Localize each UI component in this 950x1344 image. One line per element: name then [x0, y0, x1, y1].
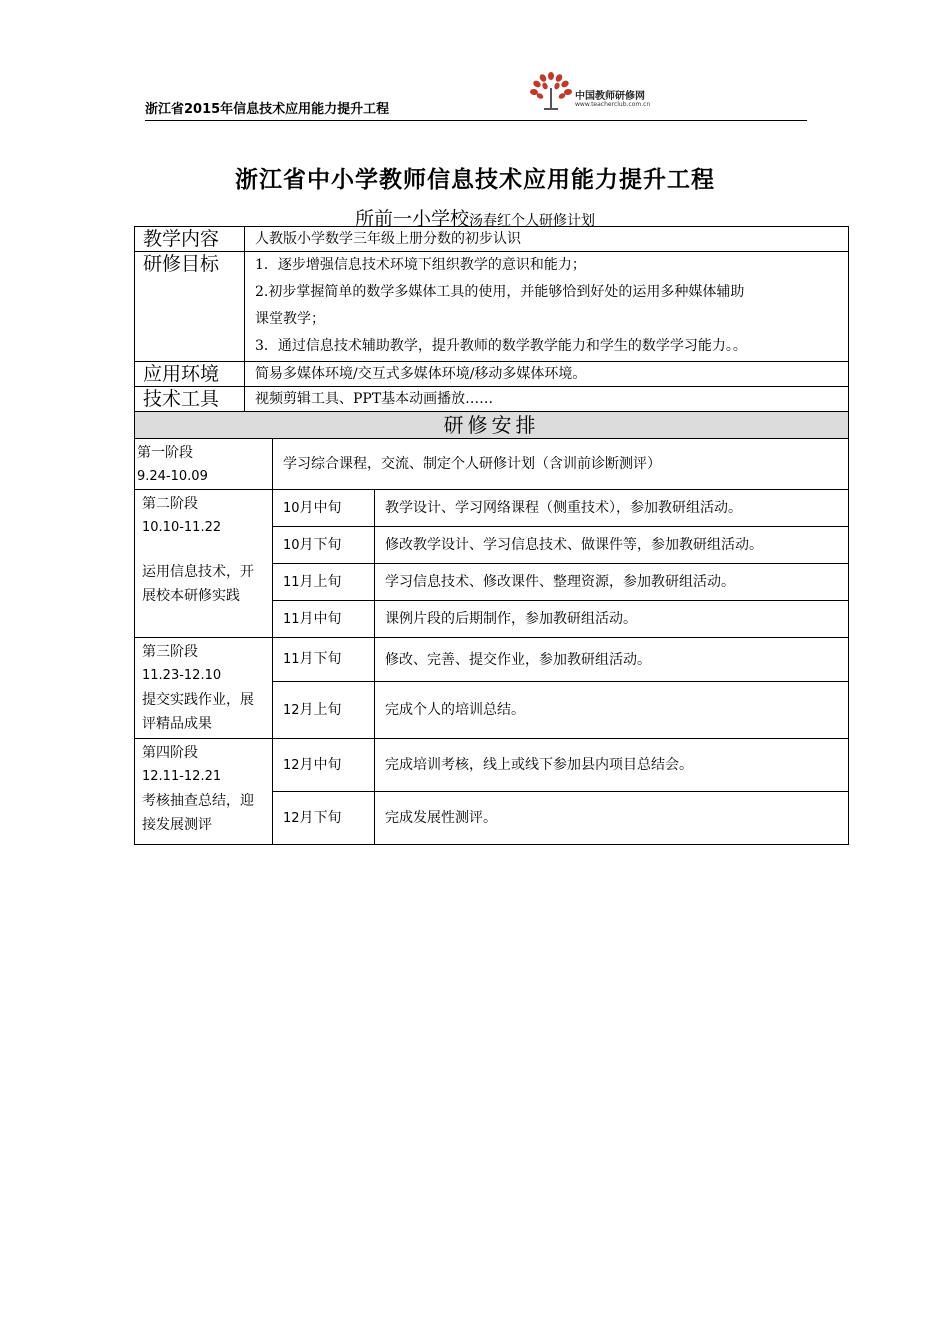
tree-logo-icon [527, 70, 575, 114]
time-cell: 11月下旬 [273, 638, 375, 682]
logo-name: 中国教师研修网 [575, 91, 645, 102]
goal-list [245, 252, 849, 362]
stage-name: 第二阶段 [142, 496, 198, 512]
stage-name: 第四阶段 [142, 745, 198, 761]
goal-item: 课堂教学； [255, 311, 325, 327]
tools-label: 技术工具 [135, 387, 245, 412]
logo-url: www.teacherclub.com.cn [575, 101, 651, 108]
goal-item: 2.初步掌握简单的数学多媒体工具的使用，并能够恰到好处的运用多种媒体辅助 [255, 284, 745, 300]
stage1-row [135, 439, 849, 490]
stage-range: 11.23-12.10 [142, 668, 222, 683]
stage2-cell [135, 490, 273, 638]
environment-value: 简易多媒体环境/交互式多媒体环境/移动多媒体环境。 [245, 362, 849, 387]
schedule-heading-row [135, 412, 849, 439]
stage-desc: 运用信息技术，开展校本研修实践 [142, 564, 254, 604]
stage1-task: 学习综合课程，交流、制定个人研修计划（含训前诊断测评） [273, 439, 849, 490]
teacherclub-logo [527, 70, 687, 114]
stage-name: 第三阶段 [142, 644, 198, 660]
stage3-cell [135, 638, 273, 739]
task-cell: 完成发展性测评。 [375, 792, 849, 845]
task-cell: 学习信息技术、修改课件、整理资源，参加教研组活动。 [375, 564, 849, 601]
tools-row [135, 387, 849, 412]
time-cell: 11月上旬 [273, 564, 375, 601]
environment-row [135, 362, 849, 387]
page-header [145, 76, 807, 121]
stage-desc: 提交实践作业，展评精品成果 [142, 692, 254, 732]
content-label: 教学内容 [135, 227, 245, 252]
time-cell: 10月中旬 [273, 490, 375, 527]
task-cell: 修改、完善、提交作业，参加教研组活动。 [375, 638, 849, 682]
task-cell: 修改教学设计、学习信息技术、做课件等，参加教研组活动。 [375, 527, 849, 564]
goal-item: 3．通过信息技术辅助教学，提升教师的数学教学能力和学生的数学学习能力。。 [255, 338, 747, 354]
stage-range: 10.10-11.22 [142, 520, 222, 535]
subtitle-school: 所前一小学校 [354, 208, 469, 230]
stage-name: 第一阶段 [137, 445, 193, 461]
goal-label: 研修目标 [135, 252, 245, 362]
time-cell: 12月上旬 [273, 682, 375, 739]
goal-row [135, 252, 849, 362]
document-title: 浙江省中小学教师信息技术应用能力提升工程 [235, 166, 715, 193]
stage-range: 9.24-10.09 [137, 469, 208, 484]
table-row [135, 739, 849, 792]
stage4-cell [135, 739, 273, 845]
time-cell: 12月中旬 [273, 739, 375, 792]
tools-value: 视频剪辑工具、PPT基本动画播放…… [245, 387, 849, 412]
task-cell: 课例片段的后期制作，参加教研组活动。 [375, 601, 849, 638]
schedule-heading: 研修安排 [135, 412, 849, 439]
content-value: 人教版小学数学三年级上册分数的初步认识 [245, 227, 849, 252]
environment-label: 应用环境 [135, 362, 245, 387]
study-plan-table [134, 226, 849, 845]
header-text: 浙江省2015年信息技术应用能力提升工程 [145, 102, 390, 117]
task-cell: 完成培训考核，线上或线下参加县内项目总结会。 [375, 739, 849, 792]
table-row [135, 490, 849, 527]
table-row [135, 638, 849, 682]
subtitle-rest: 汤春红个人研修计划 [469, 213, 595, 229]
time-cell: 11月中旬 [273, 601, 375, 638]
time-cell: 10月下旬 [273, 527, 375, 564]
time-cell: 12月下旬 [273, 792, 375, 845]
stage-range: 12.11-12.21 [142, 769, 222, 784]
task-cell: 完成个人的培训总结。 [375, 682, 849, 739]
stage1-cell [135, 439, 273, 490]
stage-desc: 考核抽查总结，迎接发展测评 [142, 793, 254, 833]
content-row [135, 227, 849, 252]
task-cell: 教学设计、学习网络课程（侧重技术），参加教研组活动。 [375, 490, 849, 527]
goal-item: 1．逐步增强信息技术环境下组织教学的意识和能力； [255, 257, 586, 273]
